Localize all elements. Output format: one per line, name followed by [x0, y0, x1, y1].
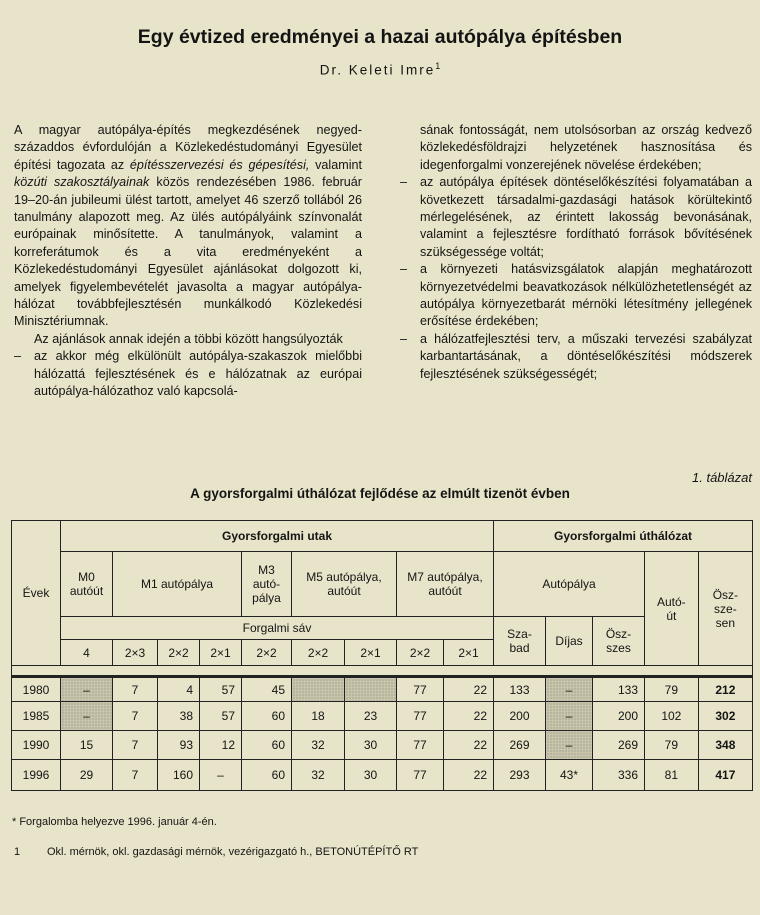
- cell-m3: 60: [242, 760, 292, 791]
- cell-m3: 45: [242, 677, 292, 702]
- cell-szabad: 269: [494, 731, 546, 760]
- cell-m5-a: 18: [292, 702, 345, 731]
- header-m7: M7 autópálya, autóút: [397, 552, 494, 617]
- highway-network-table: [11, 520, 753, 791]
- cell-m1-a: 7: [113, 731, 158, 760]
- cell-m1-a: 7: [113, 677, 158, 702]
- cell-m0: –: [61, 702, 113, 731]
- cell-dijas: 43*: [546, 760, 593, 791]
- paragraph-2: Az ajánlások annak idején a többi között hangsúlyozták: [34, 331, 343, 346]
- cell-m5-a: [292, 677, 345, 702]
- header-m0: M0 autóút: [61, 552, 113, 617]
- cell-m1-c: 57: [200, 677, 242, 702]
- lane-m3: 2×2: [242, 640, 292, 666]
- header-gyorsforgalmi-halozat: Gyorsforgalmi úthálózat: [494, 521, 753, 552]
- cell-osszesen: 417: [698, 760, 752, 791]
- cell-osszes: 200: [593, 702, 645, 731]
- header-years: Évek: [12, 521, 61, 666]
- header-m1: M1 autópálya: [113, 552, 242, 617]
- author-footnote: [14, 846, 418, 858]
- dash-item-1-continued: sának fontosságát, nem utolsósorban az ország kedvező közlekedésföldrajzi helyzetének hasznosítása és idegenforgalmi vonzerejének növelése érdekében;: [420, 123, 752, 172]
- cell-m1-b: 4: [158, 677, 200, 702]
- cell-m1-c: 12: [200, 731, 242, 760]
- lane-m1-c: 2×1: [200, 640, 242, 666]
- header-szabad: Sza-bad: [494, 617, 546, 666]
- author-name: Dr. Keleti Imre: [319, 62, 436, 78]
- cell-m3: 60: [242, 731, 292, 760]
- cell-autout: 81: [645, 760, 699, 791]
- cell-osszes: 336: [593, 760, 645, 791]
- italic-phrase-2: közúti szakosztályainak: [14, 175, 150, 190]
- table-footnote: * Forgalomba helyezve 1996. január 4-én.: [12, 816, 217, 828]
- cell-m5-a: 32: [292, 731, 345, 760]
- cell-osszes: 269: [593, 731, 645, 760]
- table-row: [12, 677, 753, 702]
- right-column: [400, 122, 752, 383]
- cell-m5-b: 30: [345, 760, 397, 791]
- cell-m1-a: 7: [113, 702, 158, 731]
- cell-m1-b: 160: [158, 760, 200, 791]
- italic-phrase-1: építésszervezési és gépesítési,: [129, 157, 310, 172]
- header-m5: M5 autópálya, autóút: [292, 552, 397, 617]
- cell-m0: –: [61, 677, 113, 702]
- cell-m0: 29: [61, 760, 113, 791]
- header-osszes: Ösz-szes: [593, 617, 645, 666]
- cell-m7-b: 22: [444, 760, 494, 791]
- table-title: A gyorsforgalmi úthálózat fejlődése az elmúlt tizenöt évben: [190, 486, 570, 501]
- lane-m7-a: 2×2: [397, 640, 444, 666]
- cell-szabad: 200: [494, 702, 546, 731]
- dash-marker: –: [400, 331, 408, 346]
- cell-year: 1980: [12, 677, 61, 702]
- cell-m1-c: 57: [200, 702, 242, 731]
- header-osszesen: Ösz-sze-sen: [698, 552, 752, 666]
- cell-m1-b: 93: [158, 731, 200, 760]
- table-row: [12, 731, 753, 760]
- header-gyorsforgalmi-utak: Gyorsforgalmi utak: [61, 521, 494, 552]
- cell-m7-a: 77: [397, 731, 444, 760]
- cell-szabad: 293: [494, 760, 546, 791]
- cell-autout: 79: [645, 731, 699, 760]
- table-number: 1. táblázat: [692, 470, 752, 485]
- table-row: [12, 702, 753, 731]
- cell-m5-b: 23: [345, 702, 397, 731]
- cell-dijas: –: [546, 731, 593, 760]
- left-column: [14, 122, 362, 401]
- cell-year: 1985: [12, 702, 61, 731]
- cell-m5-a: 32: [292, 760, 345, 791]
- author-footnote-ref: 1: [435, 61, 441, 71]
- cell-szabad: 133: [494, 677, 546, 702]
- dash-item-2: – az autópálya építések döntéselőkészítési folyamatában a következett társadalmi-gazdasági hatások körültekintő mérlegelésének, az érintett lakosság bevonásának, valamint a fejlesztésre fordítható források bővítésének szükségessége voltát;: [400, 175, 752, 259]
- cell-autout: 102: [645, 702, 699, 731]
- dash-item-1: – az akkor még elkülönült autópálya-szakaszok mielőbbi hálózattá fejlesztésének és e hálózatnak az európai autópálya-hálózathoz való kapcsolá-: [14, 349, 362, 399]
- cell-m5-b: [345, 677, 397, 702]
- cell-m7-b: 22: [444, 677, 494, 702]
- author-line: [0, 61, 760, 78]
- cell-m7-b: 22: [444, 702, 494, 731]
- cell-year: 1996: [12, 760, 61, 791]
- dash-marker: –: [400, 262, 408, 277]
- lane-m1-b: 2×2: [158, 640, 200, 666]
- cell-m7-b: 22: [444, 731, 494, 760]
- dash-item-4: – a hálózatfejlesztési terv, a műszaki tervezési szabályzat karbantartásának, a döntéselőkészítési módszerek fejlesztésének szükségességét;: [400, 331, 752, 381]
- cell-year: 1990: [12, 731, 61, 760]
- footnote-number: 1: [14, 846, 21, 858]
- header-autopalya: Autópálya: [494, 552, 645, 617]
- header-forgalmi-sav: Forgalmi sáv: [61, 617, 494, 640]
- paragraph-1: A magyar autópálya-építés megkezdésének negyed-századdos évfordulóján a Közlekedéstudományi Egyesület építési tagozata az építésszervezési és gépesítési, valamint közúti szakosztályainak közös rendezésében 1986. február 19–20-án jubileumi ülést tartott, amelyet 46 szerző tollából 26 tanulmány alapozott meg. Az ülés autópályáink színvonalát európainak minősítette. A tanulmányok, valamint a korreferátumok és a vita eredményeként a Közlekedéstudományi Egyesület ajánlásokat dolgozott ki, amelyek figyelembevételét javasolta a magyar autópálya-hálózat továbbfejlesztésén munkálkodó Közlekedési Minisztériumnak.: [14, 123, 362, 329]
- cell-m5-b: 30: [345, 731, 397, 760]
- cell-dijas: –: [546, 677, 593, 702]
- cell-dijas: –: [546, 702, 593, 731]
- footnote-text: Okl. mérnök, okl. gazdasági mérnök, vezérigazgató h., BETONÚTÉPÍTŐ RT: [47, 846, 419, 858]
- lane-m1-a: 2×3: [113, 640, 158, 666]
- cell-m1-a: 7: [113, 760, 158, 791]
- header-dijas: Díjas: [546, 617, 593, 666]
- cell-m7-a: 77: [397, 760, 444, 791]
- header-m3: M3 autó-pálya: [242, 552, 292, 617]
- cell-m1-c: –: [200, 760, 242, 791]
- article-title: Egy évtized eredményei a hazai autópálya építésben: [137, 26, 623, 48]
- lane-m5-a: 2×2: [292, 640, 345, 666]
- lane-m0: 4: [61, 640, 113, 666]
- cell-m1-b: 38: [158, 702, 200, 731]
- cell-m3: 60: [242, 702, 292, 731]
- dash-marker: –: [14, 349, 22, 364]
- cell-m7-a: 77: [397, 702, 444, 731]
- cell-autout: 79: [645, 677, 699, 702]
- cell-m0: 15: [61, 731, 113, 760]
- lane-m5-b: 2×1: [345, 640, 397, 666]
- lane-m7-b: 2×1: [444, 640, 494, 666]
- cell-osszesen: 302: [698, 702, 752, 731]
- dash-item-3: – a környezeti hatásvizsgálatok alapján meghatározott környezetvédelmi beavatkozások nélkülözhetetlenségét az autópálya környezetbarát mérnöki létesítmény jellegének erősítése érdekében;: [400, 262, 752, 329]
- table-row: [12, 760, 753, 791]
- cell-osszes: 133: [593, 677, 645, 702]
- dash-marker: –: [400, 175, 408, 190]
- cell-osszesen: 212: [698, 677, 752, 702]
- cell-osszesen: 348: [698, 731, 752, 760]
- header-autout: Autó-út: [645, 552, 699, 666]
- cell-m7-a: 77: [397, 677, 444, 702]
